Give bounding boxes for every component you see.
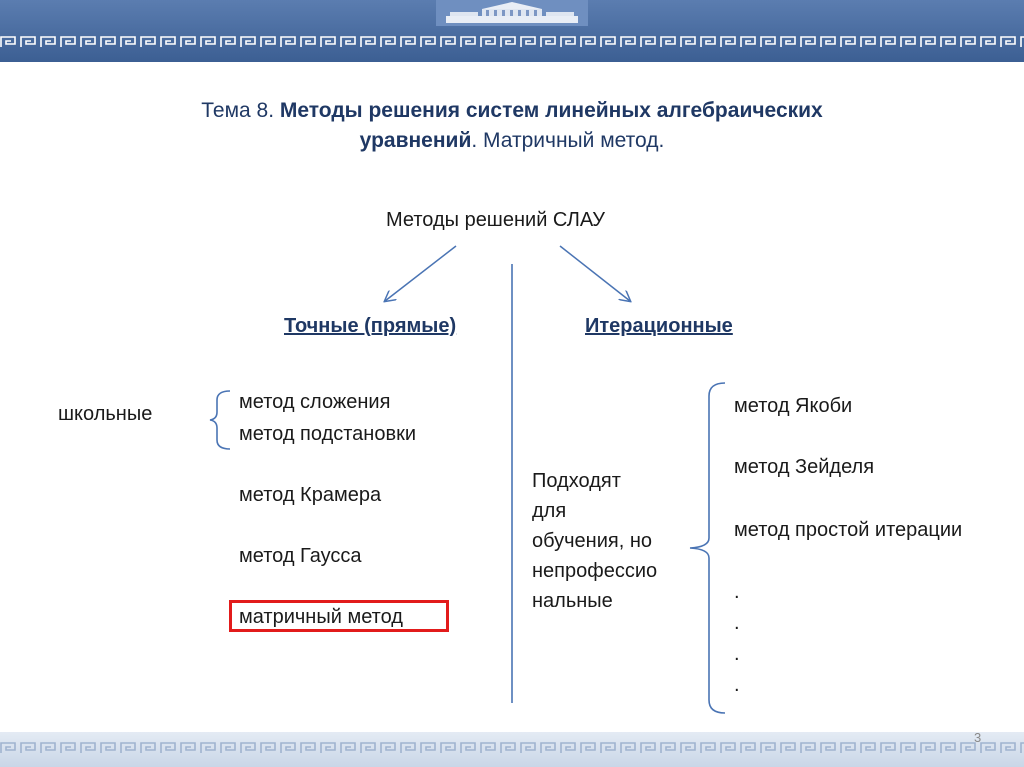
method-matrix: матричный метод [239,606,403,628]
method-seidel: метод Зейделя [734,456,875,478]
ellipsis-dot: . [734,674,740,696]
branch-exact-label: Точные (прямые) [284,315,457,337]
note-line: Подходят [532,470,621,492]
ellipsis-dot: . [734,643,740,665]
method-gauss: метод Гаусса [239,545,362,567]
arrow-to-iterative [560,246,630,301]
method-simple-iteration: метод простой итерации [734,519,963,541]
arrow-to-exact [385,246,456,301]
title-bold-part2: уравнений [359,129,472,152]
brace-iterative [690,383,725,713]
method-addition: метод сложения [239,391,391,413]
title-suffix: . Матричный метод. [471,129,665,152]
school-label: школьные [58,403,153,425]
ellipsis-dot: . [734,581,740,603]
method-substitution: метод подстановки [239,423,417,445]
page-number: 3 [974,730,982,745]
title-prefix: Тема 8. [201,99,280,122]
branch-iterative-label: Итерационные [585,315,733,337]
note-line: непрофессио [532,560,658,582]
method-cramer: метод Крамера [239,484,382,506]
root-label: Методы решений СЛАУ [386,209,605,231]
note-line: обучения, но [532,530,653,552]
brace-school [210,391,230,449]
note-line: для [532,500,567,522]
suitability-note [532,466,692,616]
title-bold-part1: Методы решения систем линейных алгебраических [279,99,823,122]
ellipsis-dot: . [734,612,740,634]
note-line: нальные [532,590,613,612]
method-jacobi: метод Якоби [734,395,853,417]
